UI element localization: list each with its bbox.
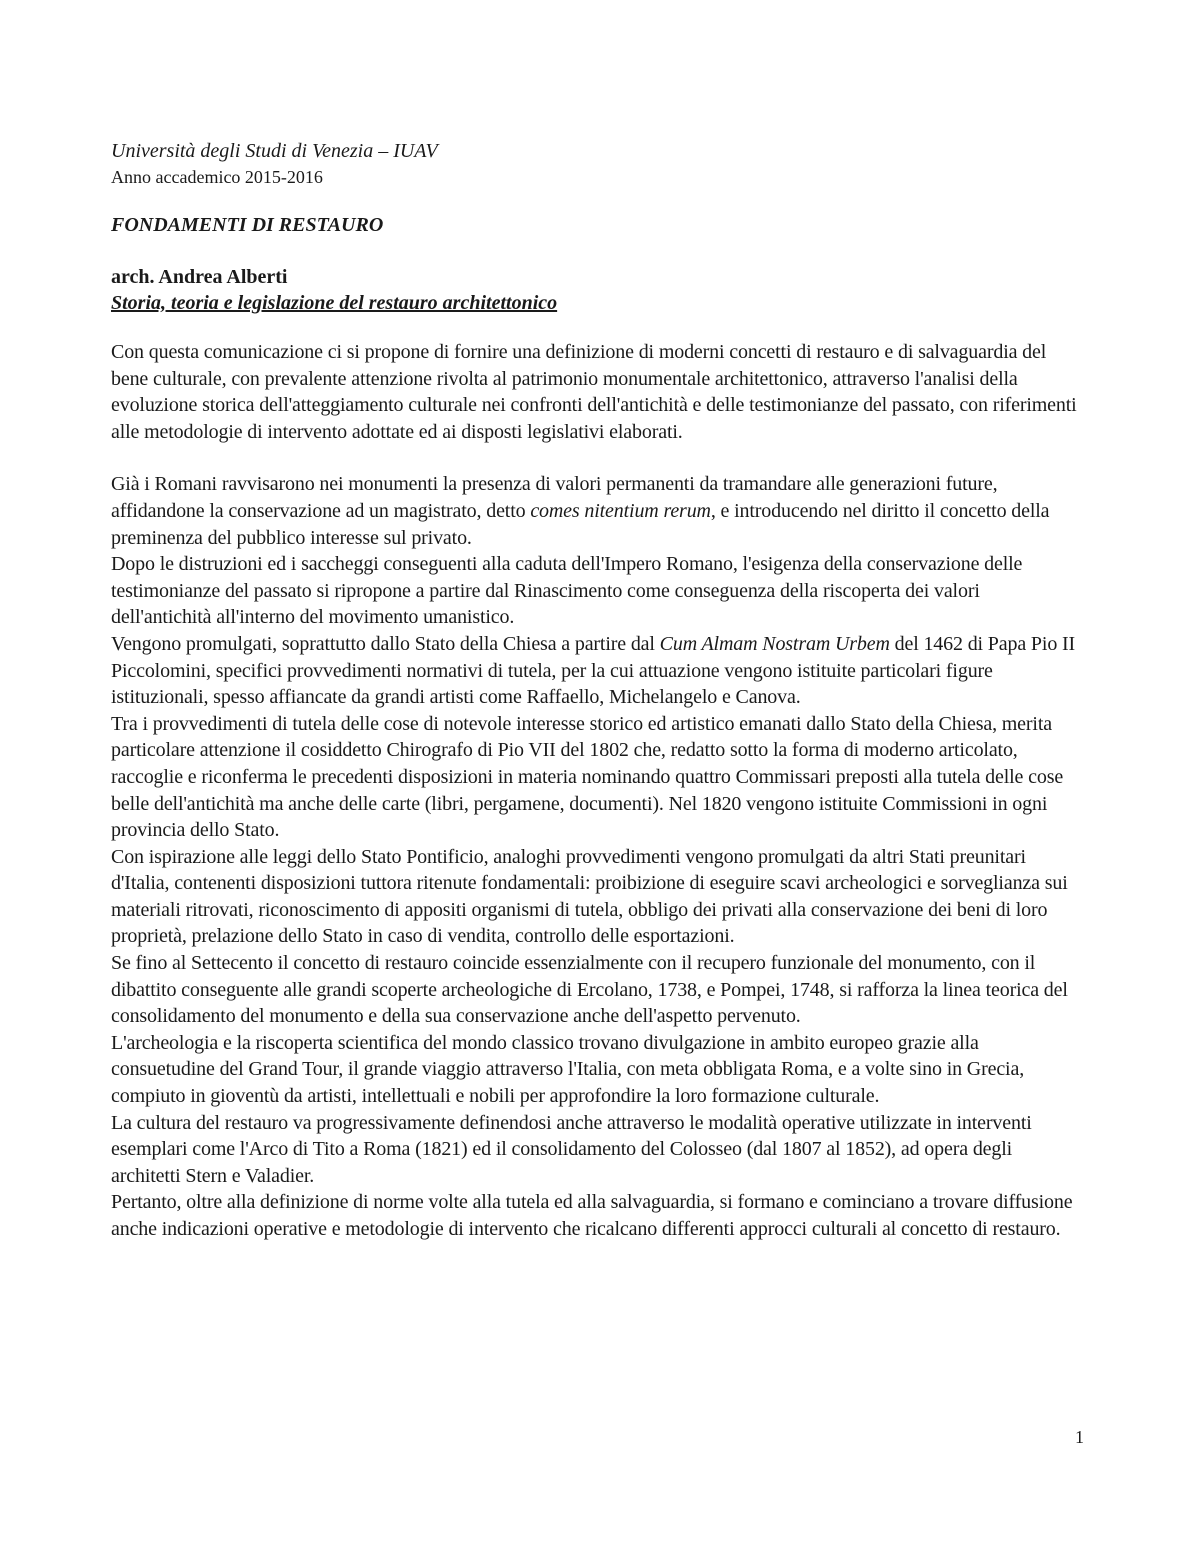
author-name: arch. Andrea Alberti [111,266,288,288]
history-section [111,471,1083,1242]
course-title: FONDAMENTI DI RESTAURO [111,214,384,236]
paragraph-restoration-culture: La cultura del restauro va progressivamente definendosi anche attraverso le modalità operative utilizzate in interventi esemplari come l'Arco di Tito a Roma (1821) ed il consolidamento del Colosseo (dal 1807 al 1852), ad opera degli architetti Stern e Valadier. [111,1111,1032,1187]
paragraph-papal-state [111,631,1083,711]
paragraph-chirografo: Tra i provvedimenti di tutela delle cose di notevole interesse storico ed artistico emanati dallo Stato della Chiesa, merita particolare attenzione il cosiddetto Chirografo di Pio VII del 1802 che, redatto sotto la forma di moderno articolato, raccoglie e riconferma le precedenti disposizioni in materia nominando quattro Commissari preposti alla tutela delle cose belle dell'antichità ma anche delle carte (libri, pergamene, documenti). Nel 1820 vengono istituite Commissioni in ogni provincia dello Stato. [111,712,1064,842]
paragraph-text: Vengono promulgati, soprattutto dallo Stato della Chiesa a partire dal [111,632,660,655]
latin-term: comes nitentium rerum [530,499,711,522]
bull-title: Cum Almam Nostram Urbem [659,632,890,655]
university-name: Università degli Studi di Venezia – IUAV [111,140,438,162]
document-page [111,138,1083,1243]
paragraph-preunitary-states: Con ispirazione alle leggi dello Stato Pontificio, analoghi provvedimenti vengono promulgati da altri Stati preunitari d'Italia, contenenti disposizioni tuttora ritenute fondamentali: proibizione di eseguire scavi archeologici e sorveglianza sui materiali ritrovati, riconoscimento di appositi organismi di tutela, obbligo dei privati alla conservazione dei beni di loro proprietà, prelazione dello Stato in caso di vendita, controllo delle esportazioni. [111,845,1068,948]
paragraph-grand-tour: L'archeologia e la riscoperta scientifica del mondo classico trovano divulgazione in ambito europeo grazie alla consuetudine del Grand Tour, il grande viaggio attraverso l'Italia, con meta obbligata Roma, e a volte sino in Grecia, compiuto in gioventù da artisti, intellettuali e nobili per approfondire la loro formazione culturale. [111,1031,1025,1108]
paragraph-conclusion: Pertanto, oltre alla definizione di norme volte alla tutela ed alla salvaguardia, si formano e cominciano a trovare diffusione anche indicazioni operative e metodologie di intervento che ricalcano differenti approcci culturali al concetto di restauro. [111,1191,1073,1240]
paragraph-text: Già i Romani ravvisarono nei monumenti la presenza di valori permanenti da tramandare alle generazioni future, affidandone la conservazione ad un magistrato, detto [111,473,998,522]
intro-paragraph: Con questa comunicazione ci si propone di fornire una definizione di moderni concetti di restauro e di salvaguardia del bene culturale, con prevalente attenzione rivolta al patrimonio monumentale architettonico, attraverso l'analisi della evoluzione storica dell'atteggiamento culturale nei confronti dell'antichità e delle testimonianze del passato, con riferimenti alle metodologie di intervento adottate ed ai disposti legislativi elaborati. [111,341,1077,443]
academic-year: Anno accademico 2015-2016 [111,167,323,187]
page-number: 1 [1075,1427,1084,1447]
paragraph-text: del 1462 di Papa Pio II Piccolomini, specifici provvedimenti normativi di tutela, per la cui attuazione vengono istituite particolari figure istituzionali, spesso affiancate da grandi artisti come Raffaello, Michelangelo e Canova. [111,632,1076,709]
paragraph-renaissance: Dopo le distruzioni ed i saccheggi conseguenti alla caduta dell'Impero Romano, l'esigenza della conservazione delle testimonianze del passato si ripropone a partire dal Rinascimento come conseguenza della riscoperta dei valori dell'antichità all'interno del movimento umanistico. [111,553,1023,629]
paragraph-romans [111,471,1083,551]
paragraph-text: , e introducendo nel diritto il concetto della preminenza del pubblico interesse sul privato. [111,499,1050,549]
paragraph-eighteenth-century: Se fino al Settecento il concetto di restauro coincide essenzialmente con il recupero funzionale del monumento, con il dibattito conseguente alle grandi scoperte archeologiche di Ercolano, 1738, e Pompei, 1748, si rafforza la linea teorica del consolidamento del monumento e della sua conservazione anche dell'aspetto pervenuto. [111,952,1068,1028]
document-subtitle: Storia, teoria e legislazione del restauro architettonico [111,292,558,314]
